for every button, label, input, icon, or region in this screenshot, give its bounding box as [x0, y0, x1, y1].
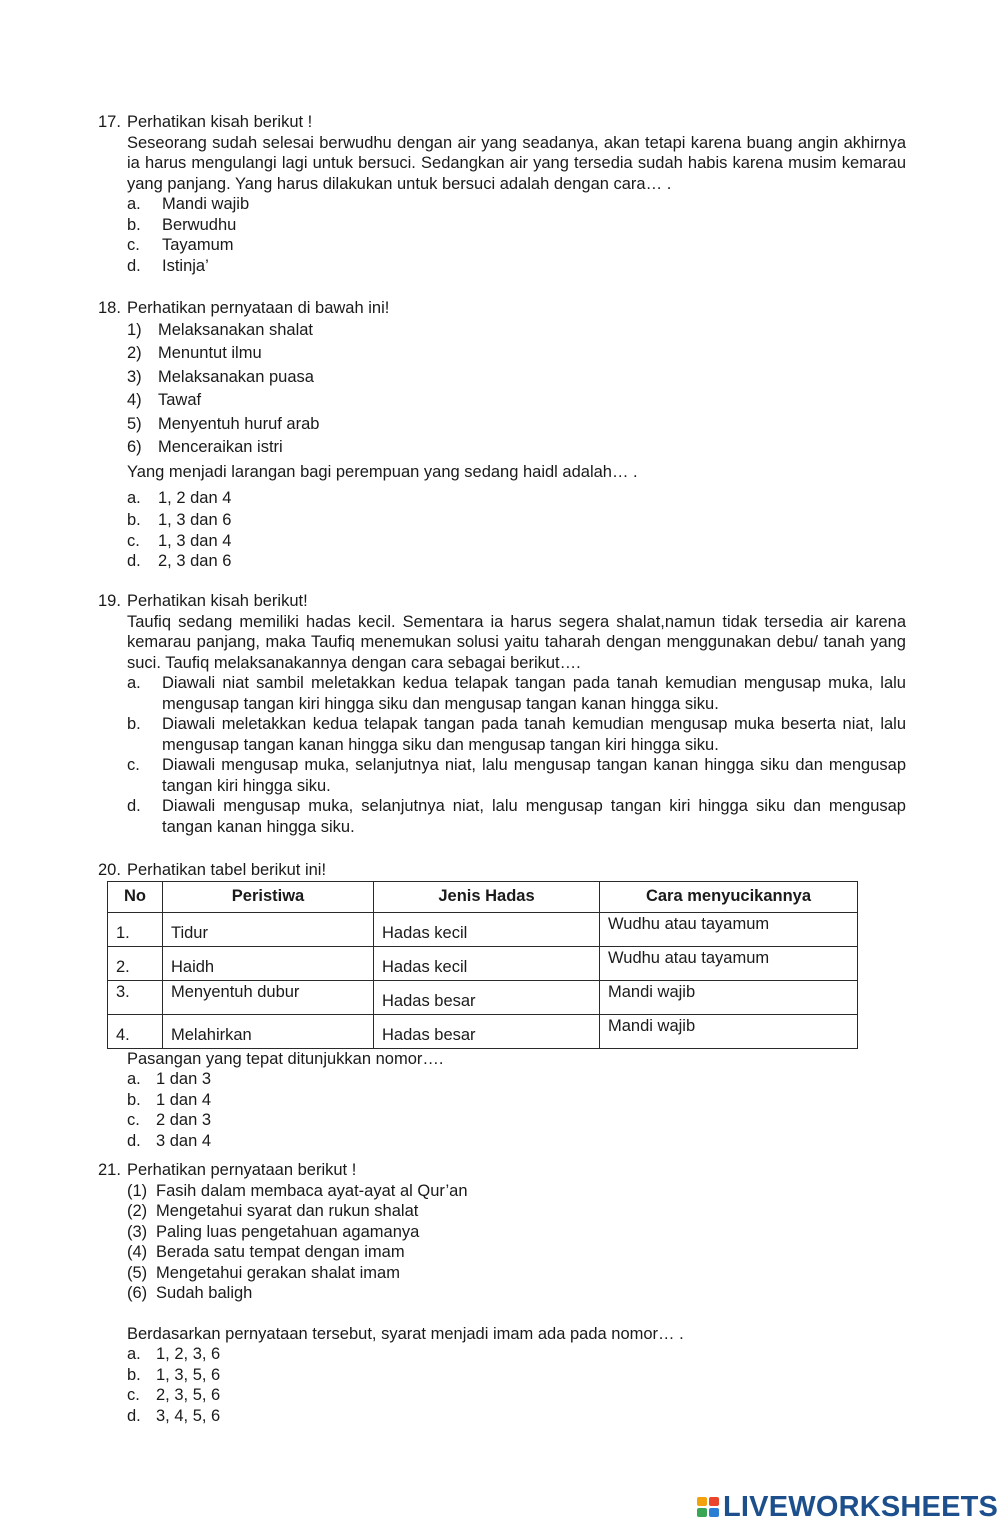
- option-b[interactable]: b. 1, 3 dan 6: [127, 511, 232, 530]
- option-b[interactable]: b. 1 dan 4: [127, 1090, 212, 1109]
- question-17: [98, 112, 906, 276]
- option-a[interactable]: a. Mandi wajib: [127, 195, 250, 213]
- option-c[interactable]: c. 2, 3, 5, 6: [127, 1386, 221, 1404]
- cell-cara: Wudhu atau tayamum: [600, 946, 858, 980]
- statement-item: (3) Paling luas pengetahuan agamanya: [127, 1222, 420, 1241]
- question-19: [98, 591, 906, 837]
- cell-cara: Mandi wajib: [600, 980, 858, 1014]
- option-a[interactable]: a. 1, 2 dan 4: [127, 489, 232, 508]
- table-row: [108, 1014, 858, 1048]
- liveworksheets-logo-icon: [697, 1497, 721, 1519]
- option-a[interactable]: a. 1, 2, 3, 6: [127, 1345, 221, 1363]
- cell-jenis-hadas: Hadas besar: [374, 980, 600, 1014]
- statement-item: (4) Berada satu tempat dengan imam: [127, 1243, 405, 1261]
- question-20: [98, 860, 906, 1151]
- cell-peristiwa: Haidh: [163, 946, 374, 980]
- cell-cara: Mandi wajib: [600, 1014, 858, 1048]
- cell-cara: Wudhu atau tayamum: [600, 912, 858, 946]
- statement-item: 2) Menuntut ilmu: [127, 344, 262, 363]
- column-header: Cara menyucikannya: [600, 881, 858, 912]
- question-number: 20.: [98, 861, 121, 879]
- option-b[interactable]: b. Berwudhu: [127, 215, 237, 234]
- table-row: [108, 980, 858, 1014]
- table-row: [108, 912, 858, 946]
- statement-item: (6) Sudah baligh: [127, 1284, 253, 1302]
- liveworksheets-logo[interactable]: [697, 1491, 998, 1524]
- statement-list: [127, 1181, 906, 1304]
- statement-item: 5) Menyentuh huruf arab: [127, 414, 320, 433]
- hadas-table: [107, 881, 858, 1049]
- question-18: [98, 298, 906, 572]
- option-d[interactable]: d. 2, 3 dan 6: [127, 552, 232, 571]
- question-story: Taufiq sedang memiliki hadas kecil. Sementara ia harus segera shalat,namun tidak tersedia air karena kemarau panjang, maka Taufiq menemukan solusi yaitu taharah dengan menggunakan debu/ tanah yang suci. Taufiq melaksanakannya dengan cara sebagai berikut….: [127, 612, 906, 672]
- statement-item: 1) Melaksanakan shalat: [127, 320, 314, 339]
- column-header: Peristiwa: [163, 881, 374, 912]
- statement-item: 3) Melaksanakan puasa: [127, 367, 314, 386]
- question-number: 18.: [98, 299, 121, 317]
- cell-no: 2.: [108, 946, 163, 980]
- question-prompt: Perhatikan pernyataan di bawah ini!: [127, 299, 390, 317]
- cell-jenis-hadas: Hadas kecil: [374, 912, 600, 946]
- option-d[interactable]: d. Diawali mengusap muka, selanjutnya niat, lalu mengusap tangan kiri hingga siku dan mengusap tangan kanan hingga siku.: [127, 797, 906, 836]
- question-text: Yang menjadi larangan bagi perempuan yang sedang haidl adalah… .: [127, 463, 638, 482]
- statement-item: 6) Menceraikan istri: [127, 438, 283, 457]
- option-a[interactable]: a. 1 dan 3: [127, 1070, 212, 1088]
- option-c[interactable]: c. Tayamum: [127, 236, 234, 254]
- statement-item: (2) Mengetahui syarat dan rukun shalat: [127, 1202, 419, 1220]
- statement-list: [127, 319, 906, 461]
- cell-jenis-hadas: Hadas kecil: [374, 946, 600, 980]
- option-a[interactable]: a. Diawali niat sambil meletakkan kedua telapak tangan pada tanah kemudian mengusap muka, lalu mengusap tangan kiri hingga siku dan mengusap tangan kanan hingga siku.: [127, 674, 906, 713]
- question-story: Seseorang sudah selesai berwudhu dengan air yang seadanya, akan tetapi karena buang angin akhirnya ia harus mengulangi lagi untuk bersuci. Sedangkan air yang tersedia sudah habis karena musim kemarau yang panjang. Yang harus dilakukan untuk bersuci adalah dengan cara… .: [127, 133, 906, 193]
- option-c[interactable]: c. 2 dan 3: [127, 1111, 212, 1129]
- question-number: 19.: [98, 592, 121, 610]
- cell-no: 4.: [108, 1014, 163, 1048]
- option-d[interactable]: d. 3 dan 4: [127, 1131, 212, 1150]
- option-b[interactable]: b. Diawali meletakkan kedua telapak tangan pada tanah kemudian mengusap muka beserta niat, lalu mengusap tangan kanan hingga siku dan mengusap tangan kiri hingga siku.: [127, 715, 906, 754]
- question-text: Berdasarkan pernyataan tersebut, syarat menjadi imam ada pada nomor… .: [127, 1324, 684, 1343]
- statement-item: 4) Tawaf: [127, 391, 202, 410]
- question-number: 21.: [98, 1161, 121, 1179]
- option-c[interactable]: c. Diawali mengusap muka, selanjutnya niat, lalu mengusap tangan kanan hingga siku dan mengusap tangan kiri hingga siku.: [127, 756, 906, 795]
- statement-item: (5) Mengetahui gerakan shalat imam: [127, 1263, 400, 1282]
- statement-item: (1) Fasih dalam membaca ayat-ayat al Qur’an: [127, 1181, 468, 1200]
- cell-no: 3.: [108, 980, 163, 1014]
- option-c[interactable]: c. 1, 3 dan 4: [127, 531, 232, 550]
- column-header: Jenis Hadas: [374, 881, 600, 912]
- question-prompt: Perhatikan kisah berikut !: [127, 113, 313, 131]
- question-21: [98, 1160, 906, 1426]
- cell-no: 1.: [108, 912, 163, 946]
- question-number: 17.: [98, 113, 121, 131]
- cell-peristiwa: Tidur: [163, 912, 374, 946]
- question-prompt: Perhatikan pernyataan berikut !: [127, 1161, 357, 1179]
- option-d[interactable]: d. 3, 4, 5, 6: [127, 1406, 221, 1425]
- option-b[interactable]: b. 1, 3, 5, 6: [127, 1365, 221, 1384]
- column-header: No: [108, 881, 163, 912]
- question-prompt: Perhatikan kisah berikut!: [127, 592, 308, 610]
- logo-text: LIVEWORKSHEETS: [723, 1491, 999, 1523]
- cell-peristiwa: Melahirkan: [163, 1014, 374, 1048]
- table-row: [108, 946, 858, 980]
- cell-jenis-hadas: Hadas besar: [374, 1014, 600, 1048]
- table-header-row: [108, 881, 858, 912]
- cell-peristiwa: Menyentuh dubur: [163, 980, 374, 1014]
- option-d[interactable]: d. Istinja’: [127, 256, 209, 275]
- question-prompt: Perhatikan tabel berikut ini!: [127, 861, 327, 879]
- question-text: Pasangan yang tepat ditunjukkan nomor….: [127, 1049, 444, 1068]
